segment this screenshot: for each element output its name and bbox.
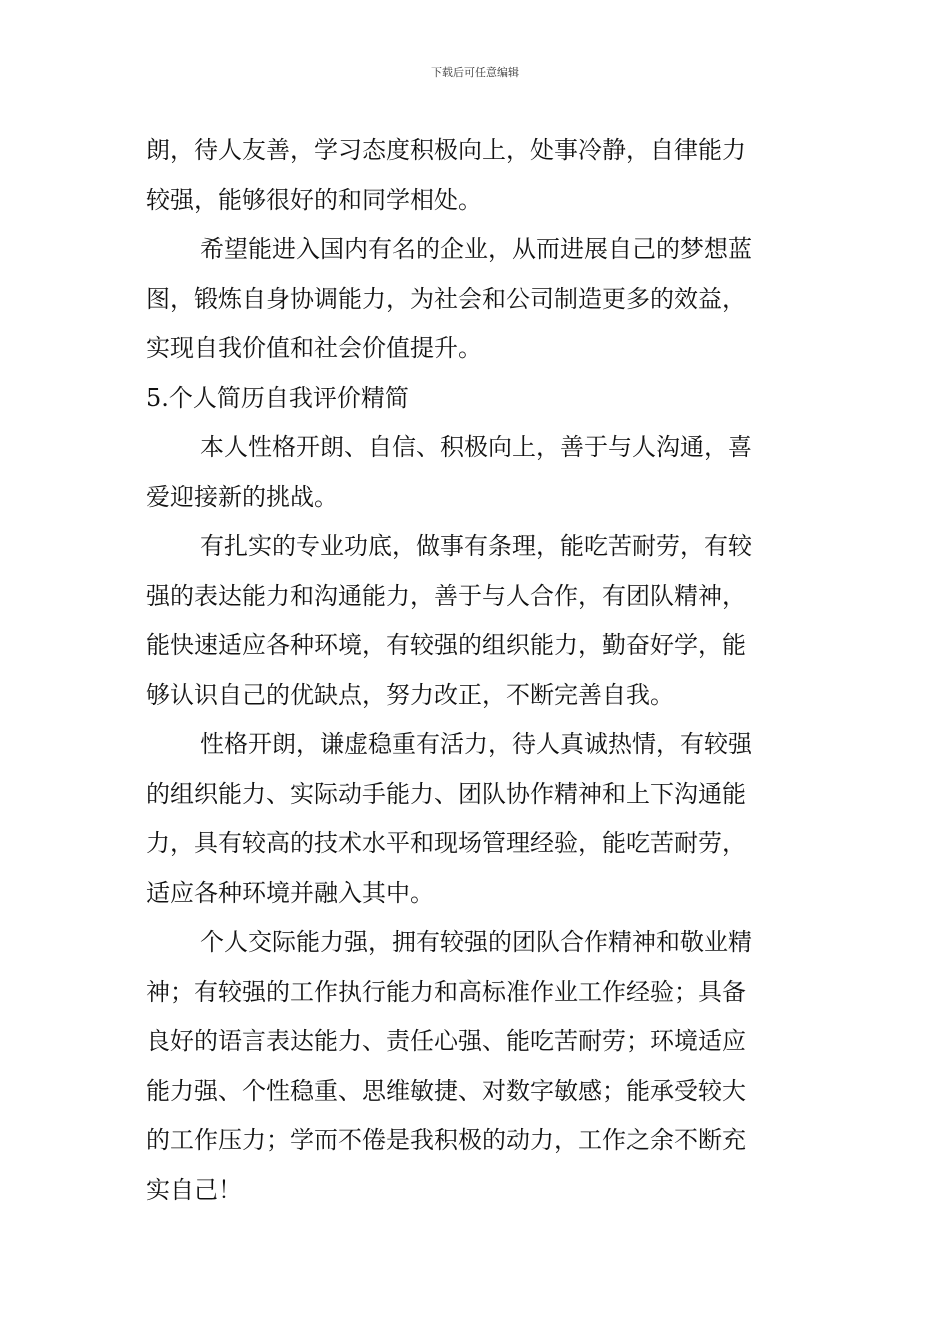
text-line: 图，锻炼自身协调能力，为社会和公司制造更多的效益， (146, 284, 746, 313)
paragraph-start: 个人交际能力强，拥有较强的团队合作精神和敬业精 (200, 928, 752, 956)
paragraph-start: 性格开朗，谦虚稳重有活力，待人真诚热情，有较强 (200, 730, 752, 758)
text-line: 较强，能够很好的和同学相处。 (146, 185, 482, 214)
text-line: 够认识自己的优缺点，努力改正，不断完善自我。 (146, 680, 674, 709)
document-body (146, 126, 808, 1215)
text-line: 良好的语言表达能力、责任心强、能吃苦耐劳；环境适应 (146, 1027, 746, 1055)
text-line: 能快速适应各种环境，有较强的组织能力，勤奋好学，能 (146, 631, 746, 659)
paragraph-start: 希望能进入国内有名的企业，从而进展自己的梦想蓝 (200, 235, 752, 263)
page-header: 下载后可任意编辑 (431, 66, 519, 79)
text-line: 力，具有较高的技术水平和现场管理经验，能吃苦耐劳， (146, 829, 746, 857)
text-line: 强的表达能力和沟通能力，善于与人合作，有团队精神， (146, 581, 746, 610)
text-line: 朗，待人友善，学习态度积极向上，处事冷静，自律能力 (146, 136, 746, 164)
text-line: 的工作压力；学而不倦是我积极的动力，工作之余不断充 (146, 1126, 746, 1154)
paragraph-start: 有扎实的专业功底，做事有条理，能吃苦耐劳，有较 (200, 532, 752, 560)
paragraph-start: 本人性格开朗、自信、积极向上，善于与人沟通，喜 (200, 433, 752, 461)
text-line: 爱迎接新的挑战。 (146, 482, 338, 511)
text-line: 能力强、个性稳重、思维敏捷、对数字敏感；能承受较大 (146, 1076, 746, 1105)
text-line: 实自己！ (146, 1175, 242, 1204)
text-line: 实现自我价值和社会价值提升。 (146, 334, 482, 362)
section-heading: 5.个人简历自我评价精简 (146, 383, 409, 412)
text-line: 的组织能力、实际动手能力、团队协作精神和上下沟通能 (146, 779, 746, 808)
text-line: 适应各种环境并融入其中。 (146, 878, 434, 907)
text-line: 神；有较强的工作执行能力和高标准作业工作经验；具备 (146, 977, 746, 1006)
